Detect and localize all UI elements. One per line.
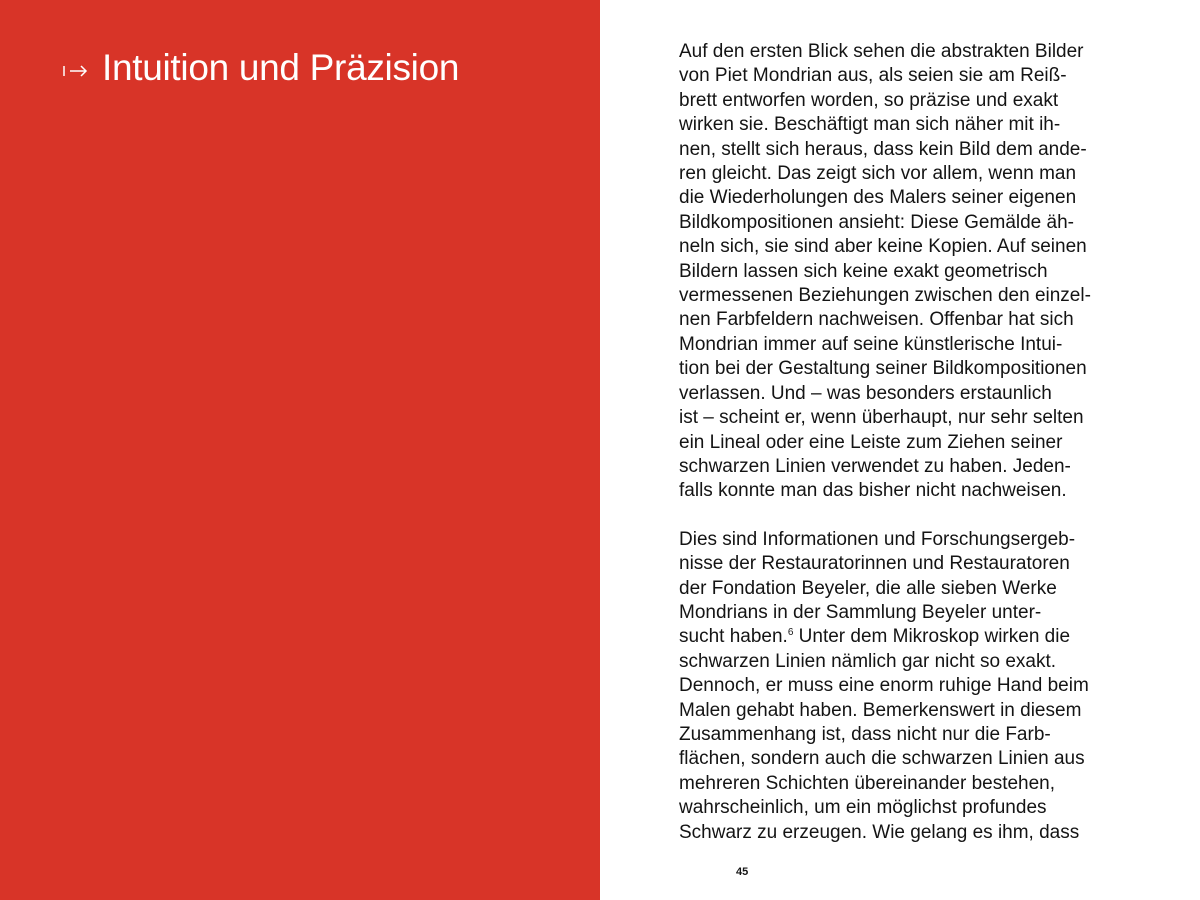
text-line: verlassen. Und – was besonders erstaunlich: [679, 382, 1052, 404]
text-line: Auf den ersten Blick sehen die abstrakten Bilder: [679, 41, 1084, 62]
text-line: wirken sie. Beschäftigt man sich näher mit ih-: [679, 114, 1061, 136]
footnote-marker[interactable]: 6: [787, 627, 794, 639]
text-line: flächen, sondern auch die schwarzen Linien aus: [679, 748, 1085, 770]
text-line: mehreren Schichten übereinander bestehen,: [679, 772, 1056, 794]
text-line: vermessenen Beziehungen zwischen den einzel-: [679, 285, 1091, 307]
text-line: nisse der Restauratorinnen und Restauratoren: [679, 553, 1070, 575]
text-line: schwarzen Linien verwendet zu haben. Jeden-: [679, 455, 1071, 477]
text-line: Mondrians in der Sammlung Beyeler unter-: [679, 601, 1042, 623]
text-line: Dies sind Informationen und Forschungsergeb-: [679, 528, 1076, 550]
text-line: Schwarz zu erzeugen. Wie gelang es ihm, dass: [679, 821, 1080, 843]
text-line: nen Farbfeldern nachweisen. Offenbar hat sich: [679, 309, 1074, 331]
text-line: wahrscheinlich, um ein möglichst profundes: [679, 797, 1047, 819]
text-line: Malen gehabt haben. Bemerkenswert in diesem: [679, 699, 1082, 721]
text-line: schwarzen Linien nämlich gar nicht so exakt.: [679, 650, 1057, 672]
right-page-text: [600, 0, 1200, 900]
paragraph-1: [679, 40, 1179, 504]
text-line: ren gleicht. Das zeigt sich vor allem, wenn man: [679, 163, 1077, 185]
page-number: 45: [736, 866, 749, 878]
text-line: ist – scheint er, wenn überhaupt, nur sehr selten: [679, 407, 1084, 429]
chapter-heading: [62, 47, 459, 89]
text-line: brett entworfen worden, so präzise und exakt: [679, 89, 1059, 111]
text-line: der Fondation Beyeler, die alle sieben Werke: [679, 577, 1057, 599]
text-line: von Piet Mondrian aus, als seien sie am Reiß-: [679, 65, 1067, 87]
body-text: [679, 40, 1179, 845]
text-line-with-footnote: [679, 625, 1179, 649]
paragraph-2: [679, 528, 1179, 845]
text-line: Bildern lassen sich keine exakt geometrisch: [679, 260, 1048, 282]
text-line: neln sich, sie sind aber keine Kopien. Auf seinen: [679, 236, 1087, 258]
text-line: Dennoch, er muss eine enorm ruhige Hand beim: [679, 675, 1089, 697]
chapter-title: Intuition und Präzision: [102, 47, 460, 88]
text-line: nen, stellt sich heraus, dass kein Bild dem ande-: [679, 138, 1087, 160]
text-line: Bildkompositionen ansieht: Diese Gemälde äh-: [679, 211, 1074, 233]
text-segment: Unter dem Mikroskop wirken die: [798, 626, 1071, 648]
text-segment: sucht haben.: [679, 626, 788, 648]
text-line: ein Lineal oder eine Leiste zum Ziehen seiner: [679, 431, 1063, 453]
text-line: Mondrian immer auf seine künstlerische Intui-: [679, 333, 1063, 355]
text-line: falls konnte man das bisher nicht nachweisen.: [679, 480, 1067, 502]
text-line: tion bei der Gestaltung seiner Bildkompositionen: [679, 358, 1087, 380]
text-line: Zusammenhang ist, dass nicht nur die Farb-: [679, 723, 1051, 745]
text-line: die Wiederholungen des Malers seiner eigenen: [679, 187, 1077, 209]
bar-arrow-right-icon: [62, 64, 90, 78]
